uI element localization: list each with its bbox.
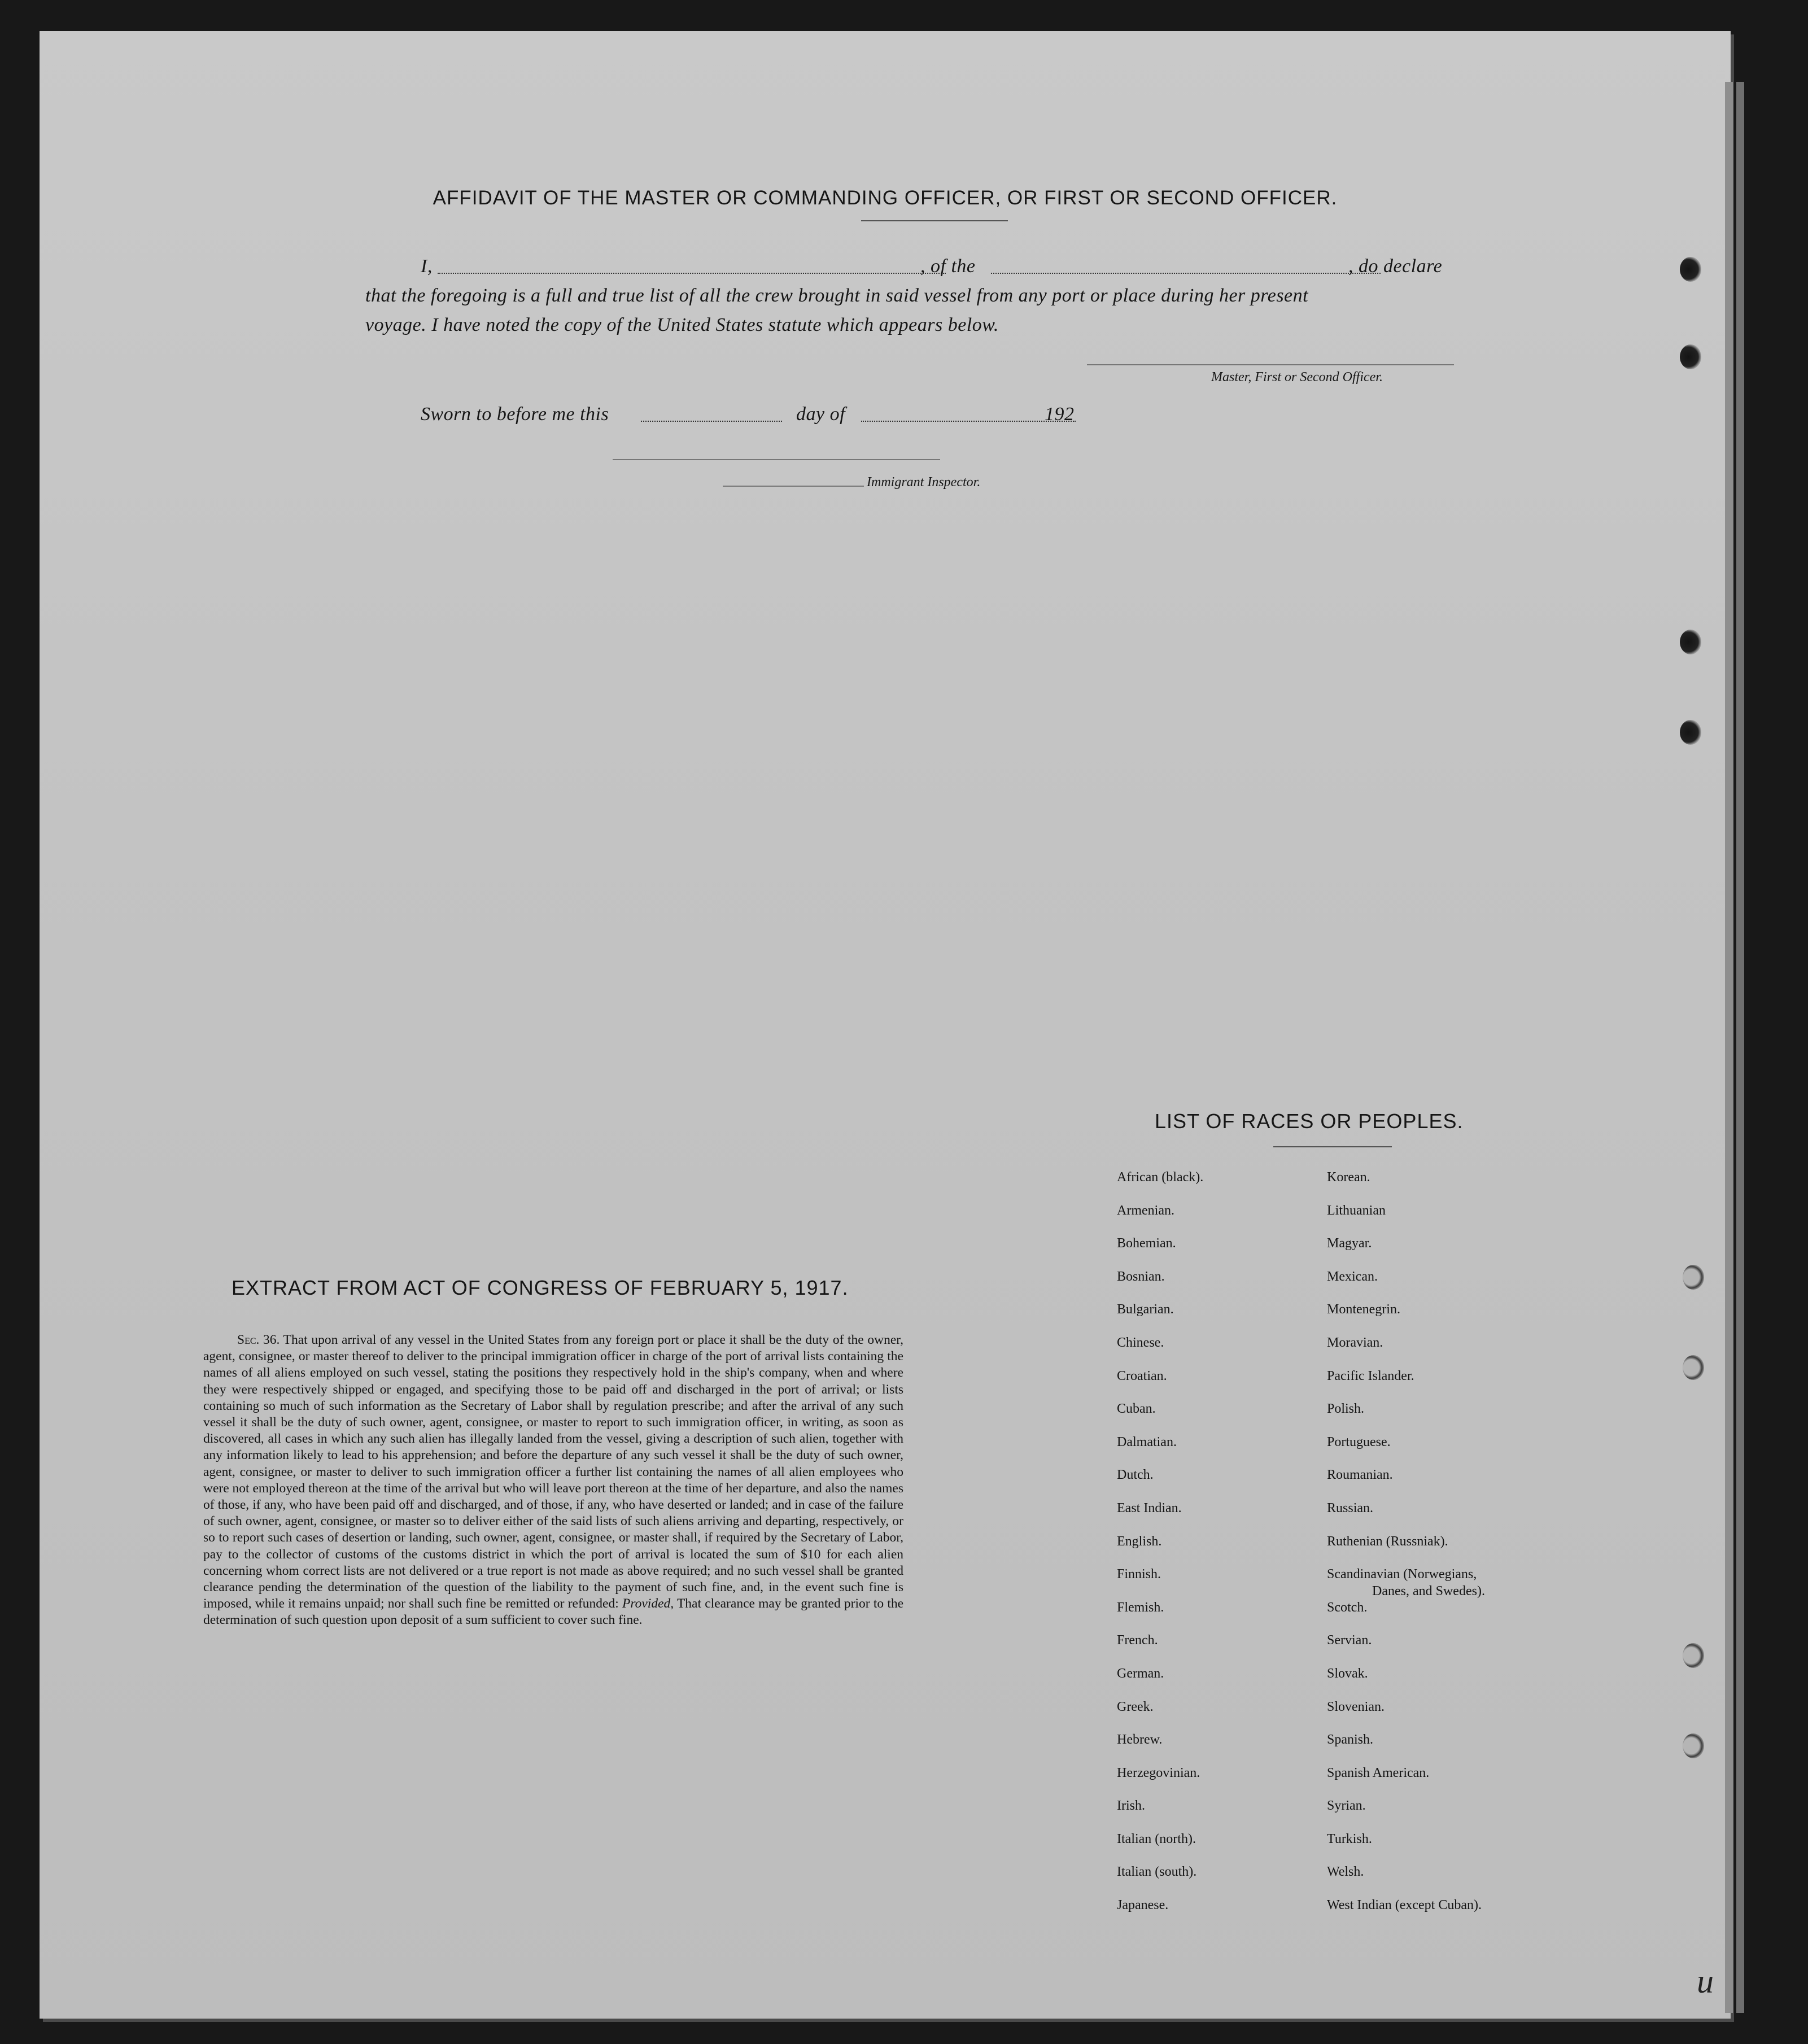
race-label: English.	[1117, 1534, 1162, 1549]
punch-hole	[1683, 1355, 1704, 1380]
signature-label: Master, First or Second Officer.	[1211, 370, 1383, 385]
race-label: Welsh.	[1327, 1864, 1364, 1880]
races-column-2	[1327, 1169, 1485, 1930]
race-label: Dalmatian.	[1117, 1434, 1177, 1449]
race-label: West Indian (except Cuban).	[1327, 1898, 1482, 1913]
race-label: Roumanian.	[1327, 1468, 1393, 1483]
race-label: Moravian.	[1327, 1335, 1383, 1350]
race-label: Bohemian.	[1117, 1236, 1176, 1251]
race-label: Bulgarian.	[1117, 1302, 1174, 1317]
race-item	[1117, 1334, 1203, 1368]
race-label: Italian (north).	[1117, 1831, 1196, 1846]
race-item	[1327, 1400, 1485, 1434]
race-label: Polish.	[1327, 1401, 1365, 1417]
race-item	[1327, 1566, 1485, 1599]
race-item	[1327, 1202, 1485, 1235]
section-label: Sec. 36.	[237, 1333, 280, 1347]
race-item	[1327, 1863, 1485, 1897]
race-item	[1327, 1632, 1485, 1665]
race-label: German.	[1117, 1666, 1164, 1681]
inspector-label: Immigrant Inspector.	[867, 475, 981, 490]
race-label: Armenian.	[1117, 1203, 1174, 1218]
day-of-text: day of	[796, 404, 846, 425]
punch-hole	[1680, 720, 1701, 745]
race-item	[1117, 1765, 1203, 1798]
race-label: Dutch.	[1117, 1468, 1154, 1483]
race-item	[1117, 1698, 1203, 1732]
race-item	[1117, 1169, 1203, 1202]
race-item	[1117, 1831, 1203, 1864]
race-label: Mexican.	[1327, 1269, 1378, 1284]
race-label: Portuguese.	[1327, 1434, 1391, 1449]
month-blank	[861, 421, 1076, 422]
race-label: Pacific Islander.	[1327, 1368, 1414, 1383]
race-label: Greek.	[1117, 1699, 1154, 1714]
race-label: Chinese.	[1117, 1335, 1164, 1350]
handwritten-mark: u	[1697, 1963, 1714, 2000]
race-item	[1117, 1897, 1203, 1930]
race-item	[1327, 1268, 1485, 1301]
race-label: Spanish American.	[1327, 1765, 1430, 1780]
race-label: Lithuanian	[1327, 1203, 1386, 1218]
race-item	[1117, 1235, 1203, 1268]
race-item	[1327, 1368, 1485, 1401]
race-item	[1117, 1301, 1203, 1334]
race-label: Scotch.	[1327, 1600, 1368, 1615]
race-item	[1117, 1863, 1203, 1897]
races-title: LIST OF RACES OR PEOPLES.	[1155, 1110, 1464, 1133]
race-item	[1327, 1334, 1485, 1368]
race-item	[1117, 1599, 1203, 1632]
races-title-underline	[1273, 1146, 1392, 1147]
punch-hole	[1680, 630, 1701, 654]
affidavit-line3: voyage. I have noted the copy of the United States statute which appears below.	[365, 315, 999, 335]
race-item	[1117, 1400, 1203, 1434]
race-item	[1117, 1202, 1203, 1235]
race-label: Finnish.	[1117, 1567, 1161, 1582]
extract-title: EXTRACT FROM ACT OF CONGRESS OF FEBRUARY 5, 1917.	[232, 1276, 849, 1299]
race-label: Cuban.	[1117, 1401, 1156, 1417]
race-label-continuation: Danes, and Swedes).	[1372, 1584, 1485, 1599]
race-item	[1327, 1466, 1485, 1500]
race-item	[1117, 1731, 1203, 1765]
punch-hole	[1680, 344, 1701, 369]
race-label: Slovenian.	[1327, 1699, 1385, 1714]
race-label: Ruthenian (Russniak).	[1327, 1534, 1448, 1549]
race-label: Scandinavian (Norwegians,	[1327, 1567, 1477, 1582]
race-item	[1117, 1466, 1203, 1500]
affidavit-title: AFFIDAVIT OF THE MASTER OR COMMANDING OFFICER, OR FIRST OR SECOND OFFICER.	[433, 187, 1338, 209]
race-item	[1327, 1797, 1485, 1831]
race-label: Magyar.	[1327, 1236, 1372, 1251]
race-label: Herzegovinian.	[1117, 1765, 1200, 1780]
page-edge-strip	[1736, 82, 1744, 2013]
race-item	[1327, 1301, 1485, 1334]
affidavit-line2: that the foregoing is a full and true list of all the crew brought in said vessel from any port or place during her present	[365, 285, 1309, 306]
race-label: Croatian.	[1117, 1368, 1167, 1383]
race-item	[1117, 1434, 1203, 1467]
race-label: Montenegrin.	[1327, 1302, 1400, 1317]
race-label: Korean.	[1327, 1170, 1370, 1185]
punch-hole	[1683, 1643, 1704, 1668]
affidavit-line1-start: I,	[421, 256, 433, 277]
race-item	[1327, 1765, 1485, 1798]
race-item	[1327, 1731, 1485, 1765]
race-label: East Indian.	[1117, 1500, 1182, 1515]
race-item	[1117, 1566, 1203, 1599]
day-blank	[641, 421, 782, 422]
inspector-signature-line	[613, 459, 940, 460]
year-prefix: 192	[1045, 404, 1075, 425]
race-item	[1117, 1500, 1203, 1533]
race-label: Russian.	[1327, 1500, 1374, 1515]
provided-word: Provided,	[622, 1596, 674, 1611]
race-item	[1117, 1632, 1203, 1665]
race-label: Irish.	[1117, 1798, 1145, 1814]
punch-hole	[1683, 1265, 1704, 1290]
inspector-short-line	[723, 486, 864, 487]
sworn-text: Sworn to before me this	[421, 404, 609, 425]
race-label: Hebrew.	[1117, 1732, 1163, 1748]
race-item	[1117, 1665, 1203, 1698]
extract-text-part1: That upon arrival of any vessel in the United States from any foreign port or place it shall be the duty of the owner, agent, consignee, or master thereof to deliver to the principal immigration officer in charge of the port of arrival lists containing the names of all aliens employed on such vessel, stating the positions they respectively hold in the ship's company, when and where they were respectively shipped or engaged, and specifying those to be paid off and discharged in the port of arrival; or lists containing so much of such information as the Secretary of Labor shall by regulation prescribe; and after the arrival of any such vessel it shall be the duty of such owner, agent, consignee, or master to report to such immigration officer, in writing, as soon as discovered, all cases in which any such alien has illegally landed from the vessel, giving a description of such alien, together with any information likely to lead to his apprehension; and before the departure of any such vessel it shall be the duty of such owner, agent, consignee, or master to deliver to such immigration officer a further list containing the names of all alien employees who were not employed thereon at the time of the arrival but who will leave port thereon at the time of her departure, and also the names of those, if any, who have been paid off and discharged, and of those, if any, who have deserted or landed; and in case of the failure of such owner, agent, consignee, or master so to deliver either of the said lists of such aliens arriving and departing, respectively, or so to report such cases of desertion or landing, such owner, agent, consignee, or master shall, if required by the Secretary of Labor, pay to the collector of customs of the customs district in which the port of arrival is located the sum of $10 for each alien concerning whom correct lists are not delivered or a true report is not made as above required; and no such vessel shall be granted clearance pending the determination of the question of the liability to the payment of such fine, and, in the event such fine is imposed, while it remains unpaid; nor shall such fine be remitted or refunded:	[203, 1333, 904, 1611]
race-item	[1117, 1368, 1203, 1401]
race-item	[1327, 1500, 1485, 1533]
race-item	[1117, 1797, 1203, 1831]
race-item	[1327, 1235, 1485, 1268]
punch-hole	[1680, 257, 1701, 282]
race-label: Japanese.	[1117, 1898, 1169, 1913]
extract-body	[203, 1332, 903, 1629]
punch-hole	[1683, 1733, 1704, 1758]
race-label: African (black).	[1117, 1170, 1204, 1185]
race-item	[1117, 1268, 1203, 1301]
race-label: Syrian.	[1327, 1798, 1366, 1814]
race-label: Slovak.	[1327, 1666, 1368, 1681]
race-label: Flemish.	[1117, 1600, 1164, 1615]
race-item	[1327, 1169, 1485, 1202]
title-underline	[861, 220, 1008, 221]
race-label: Spanish.	[1327, 1732, 1374, 1748]
race-item	[1327, 1897, 1485, 1930]
races-column-1	[1117, 1169, 1203, 1930]
race-item	[1327, 1665, 1485, 1698]
page-edge-strip	[1725, 82, 1733, 2013]
signature-line	[1087, 364, 1454, 365]
race-label: Italian (south).	[1117, 1864, 1197, 1880]
race-label: Turkish.	[1327, 1831, 1372, 1846]
race-label: Servian.	[1327, 1633, 1372, 1648]
race-item	[1327, 1831, 1485, 1864]
race-item	[1117, 1533, 1203, 1566]
affidavit-line1-end: , do declare	[1348, 256, 1443, 277]
race-item	[1327, 1533, 1485, 1566]
vessel-blank	[991, 273, 1381, 274]
race-label: French.	[1117, 1633, 1158, 1648]
affidavit-line1-mid: , of the	[920, 256, 976, 277]
manifest-page	[40, 31, 1731, 2019]
race-item	[1327, 1698, 1485, 1732]
race-item	[1327, 1599, 1485, 1632]
name-blank	[438, 273, 946, 274]
race-item	[1327, 1434, 1485, 1467]
extract-text-part2: That clearance may be granted prior to the determination of such question upon deposit of a sum sufficient to cover such fine.	[203, 1596, 904, 1628]
race-label: Bosnian.	[1117, 1269, 1165, 1284]
